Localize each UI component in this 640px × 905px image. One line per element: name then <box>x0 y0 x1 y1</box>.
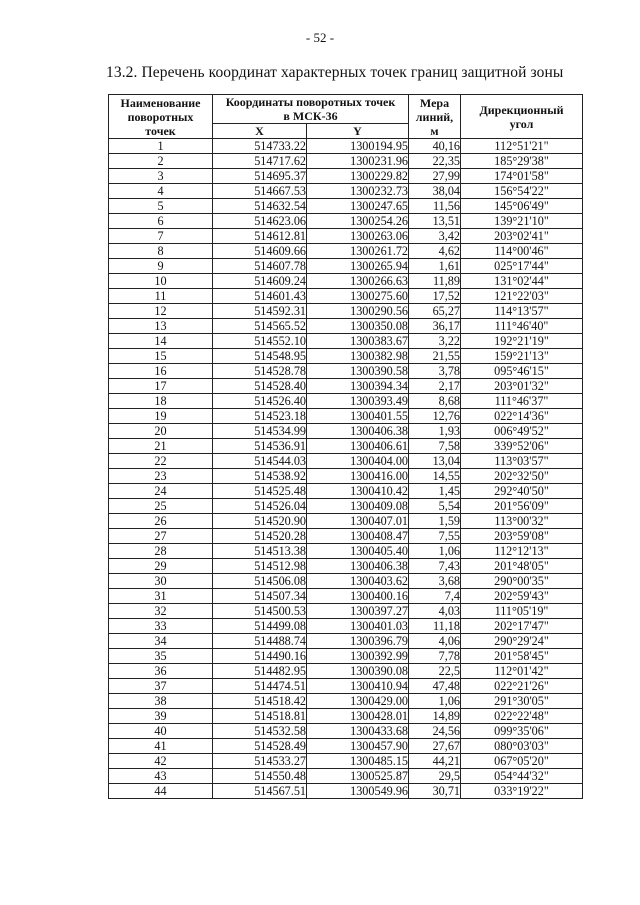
direction-angle-cell: 203°59'08" <box>461 529 583 544</box>
point-number-cell: 23 <box>109 469 213 484</box>
line-length-cell: 12,76 <box>409 409 461 424</box>
x-coordinate-cell: 514520.28 <box>213 529 307 544</box>
y-coordinate-cell: 1300383.67 <box>307 334 409 349</box>
direction-angle-cell: 111°46'40" <box>461 319 583 334</box>
table-row <box>109 484 583 499</box>
table-row <box>109 544 583 559</box>
point-number-cell: 35 <box>109 649 213 664</box>
line-length-cell: 7,78 <box>409 649 461 664</box>
x-coordinate-cell: 514548.95 <box>213 349 307 364</box>
header-x: X <box>213 124 307 139</box>
line-length-cell: 3,78 <box>409 364 461 379</box>
point-number-cell: 28 <box>109 544 213 559</box>
header-line-length-line: м <box>430 123 439 138</box>
line-length-cell: 24,56 <box>409 724 461 739</box>
point-number-cell: 22 <box>109 454 213 469</box>
table-row <box>109 214 583 229</box>
point-number-cell: 33 <box>109 619 213 634</box>
direction-angle-cell: 033°19'22" <box>461 784 583 799</box>
point-number-cell: 7 <box>109 229 213 244</box>
point-number-cell: 8 <box>109 244 213 259</box>
line-length-cell: 7,4 <box>409 589 461 604</box>
y-coordinate-cell: 1300400.16 <box>307 589 409 604</box>
y-coordinate-cell: 1300396.79 <box>307 634 409 649</box>
direction-angle-cell: 022°22'48" <box>461 709 583 724</box>
x-coordinate-cell: 514534.99 <box>213 424 307 439</box>
x-coordinate-cell: 514623.06 <box>213 214 307 229</box>
x-coordinate-cell: 514528.49 <box>213 739 307 754</box>
y-coordinate-cell: 1300525.87 <box>307 769 409 784</box>
point-number-cell: 29 <box>109 559 213 574</box>
table-row <box>109 619 583 634</box>
y-coordinate-cell: 1300393.49 <box>307 394 409 409</box>
y-coordinate-cell: 1300232.73 <box>307 184 409 199</box>
direction-angle-cell: 114°13'57" <box>461 304 583 319</box>
direction-angle-cell: 067°05'20" <box>461 754 583 769</box>
point-number-cell: 31 <box>109 589 213 604</box>
point-number-cell: 37 <box>109 679 213 694</box>
header-direction-angle <box>461 95 583 139</box>
direction-angle-cell: 290°00'35" <box>461 574 583 589</box>
table-row <box>109 559 583 574</box>
direction-angle-cell: 201°56'09" <box>461 499 583 514</box>
x-coordinate-cell: 514567.51 <box>213 784 307 799</box>
header-y: Y <box>307 124 409 139</box>
table-row <box>109 169 583 184</box>
x-coordinate-cell: 514474.51 <box>213 679 307 694</box>
y-coordinate-cell: 1300549.96 <box>307 784 409 799</box>
point-number-cell: 32 <box>109 604 213 619</box>
x-coordinate-cell: 514550.48 <box>213 769 307 784</box>
x-coordinate-cell: 514526.04 <box>213 499 307 514</box>
header-line-length-line: линий, <box>415 109 454 124</box>
header-direction-angle-line: угол <box>509 116 534 131</box>
table-row <box>109 664 583 679</box>
point-number-cell: 26 <box>109 514 213 529</box>
x-coordinate-cell: 514499.08 <box>213 619 307 634</box>
table-row <box>109 154 583 169</box>
point-number-cell: 1 <box>109 139 213 154</box>
table-row <box>109 424 583 439</box>
direction-angle-cell: 290°29'24" <box>461 634 583 649</box>
y-coordinate-cell: 1300410.94 <box>307 679 409 694</box>
y-coordinate-cell: 1300382.98 <box>307 349 409 364</box>
point-number-cell: 17 <box>109 379 213 394</box>
line-length-cell: 3,22 <box>409 334 461 349</box>
y-coordinate-cell: 1300254.26 <box>307 214 409 229</box>
y-coordinate-cell: 1300401.55 <box>307 409 409 424</box>
line-length-cell: 3,68 <box>409 574 461 589</box>
point-number-cell: 5 <box>109 199 213 214</box>
direction-angle-cell: 113°03'57" <box>461 454 583 469</box>
direction-angle-cell: 112°12'13" <box>461 544 583 559</box>
y-coordinate-cell: 1300266.63 <box>307 274 409 289</box>
x-coordinate-cell: 514667.53 <box>213 184 307 199</box>
x-coordinate-cell: 514500.53 <box>213 604 307 619</box>
table-row <box>109 709 583 724</box>
direction-angle-cell: 202°32'50" <box>461 469 583 484</box>
header-point-name <box>109 95 213 139</box>
y-coordinate-cell: 1300390.58 <box>307 364 409 379</box>
y-coordinate-cell: 1300485.15 <box>307 754 409 769</box>
point-number-cell: 6 <box>109 214 213 229</box>
table-row <box>109 514 583 529</box>
point-number-cell: 16 <box>109 364 213 379</box>
direction-angle-cell: 339°52'06" <box>461 439 583 454</box>
line-length-cell: 3,42 <box>409 229 461 244</box>
y-coordinate-cell: 1300265.94 <box>307 259 409 274</box>
y-coordinate-cell: 1300429.00 <box>307 694 409 709</box>
line-length-cell: 27,99 <box>409 169 461 184</box>
y-coordinate-cell: 1300404.00 <box>307 454 409 469</box>
point-number-cell: 41 <box>109 739 213 754</box>
line-length-cell: 21,55 <box>409 349 461 364</box>
direction-angle-cell: 201°58'45" <box>461 649 583 664</box>
x-coordinate-cell: 514609.66 <box>213 244 307 259</box>
x-coordinate-cell: 514538.92 <box>213 469 307 484</box>
x-coordinate-cell: 514733.22 <box>213 139 307 154</box>
table-row <box>109 784 583 799</box>
table-row <box>109 604 583 619</box>
direction-angle-cell: 291°30'05" <box>461 694 583 709</box>
x-coordinate-cell: 514717.62 <box>213 154 307 169</box>
x-coordinate-cell: 514601.43 <box>213 289 307 304</box>
y-coordinate-cell: 1300229.82 <box>307 169 409 184</box>
line-length-cell: 65,27 <box>409 304 461 319</box>
table-row <box>109 364 583 379</box>
x-coordinate-cell: 514506.08 <box>213 574 307 589</box>
direction-angle-cell: 292°40'50" <box>461 484 583 499</box>
x-coordinate-cell: 514528.78 <box>213 364 307 379</box>
point-number-cell: 18 <box>109 394 213 409</box>
y-coordinate-cell: 1300261.72 <box>307 244 409 259</box>
table-row <box>109 229 583 244</box>
point-number-cell: 38 <box>109 694 213 709</box>
table-row <box>109 289 583 304</box>
direction-angle-cell: 156°54'22" <box>461 184 583 199</box>
line-length-cell: 27,67 <box>409 739 461 754</box>
point-number-cell: 43 <box>109 769 213 784</box>
y-coordinate-cell: 1300194.95 <box>307 139 409 154</box>
x-coordinate-cell: 514544.03 <box>213 454 307 469</box>
y-coordinate-cell: 1300392.99 <box>307 649 409 664</box>
section-title: 13.2. Перечень координат характерных точек границ защитной зоны <box>106 64 564 81</box>
y-coordinate-cell: 1300275.60 <box>307 289 409 304</box>
y-coordinate-cell: 1300263.06 <box>307 229 409 244</box>
point-number-cell: 11 <box>109 289 213 304</box>
point-number-cell: 14 <box>109 334 213 349</box>
line-length-cell: 40,16 <box>409 139 461 154</box>
x-coordinate-cell: 514520.90 <box>213 514 307 529</box>
direction-angle-cell: 201°48'05" <box>461 559 583 574</box>
table-row <box>109 319 583 334</box>
line-length-cell: 1,06 <box>409 694 461 709</box>
table-row <box>109 634 583 649</box>
point-number-cell: 12 <box>109 304 213 319</box>
direction-angle-cell: 203°01'32" <box>461 379 583 394</box>
header-line-length <box>409 95 461 139</box>
header-point-name-line: Наименование <box>120 95 201 110</box>
y-coordinate-cell: 1300406.38 <box>307 424 409 439</box>
line-length-cell: 14,55 <box>409 469 461 484</box>
direction-angle-cell: 111°46'37" <box>461 394 583 409</box>
point-number-cell: 39 <box>109 709 213 724</box>
point-number-cell: 9 <box>109 259 213 274</box>
point-number-cell: 21 <box>109 439 213 454</box>
direction-angle-cell: 112°01'42" <box>461 664 583 679</box>
header-point-name-line: поворотных <box>127 109 194 124</box>
x-coordinate-cell: 514532.58 <box>213 724 307 739</box>
line-length-cell: 17,52 <box>409 289 461 304</box>
direction-angle-cell: 159°21'13" <box>461 349 583 364</box>
x-coordinate-cell: 514507.34 <box>213 589 307 604</box>
x-coordinate-cell: 514695.37 <box>213 169 307 184</box>
direction-angle-cell: 006°49'52" <box>461 424 583 439</box>
line-length-cell: 1,61 <box>409 259 461 274</box>
x-coordinate-cell: 514518.42 <box>213 694 307 709</box>
line-length-cell: 4,62 <box>409 244 461 259</box>
direction-angle-cell: 185°29'38" <box>461 154 583 169</box>
x-coordinate-cell: 514565.52 <box>213 319 307 334</box>
header-direction-angle-line: Дирекционный <box>479 102 564 117</box>
line-length-cell: 8,68 <box>409 394 461 409</box>
direction-angle-cell: 121°22'03" <box>461 289 583 304</box>
table-row <box>109 259 583 274</box>
x-coordinate-cell: 514518.81 <box>213 709 307 724</box>
line-length-cell: 1,06 <box>409 544 461 559</box>
line-length-cell: 36,17 <box>409 319 461 334</box>
direction-angle-cell: 114°00'46" <box>461 244 583 259</box>
table-row <box>109 469 583 484</box>
direction-angle-cell: 025°17'44" <box>461 259 583 274</box>
y-coordinate-cell: 1300397.27 <box>307 604 409 619</box>
y-coordinate-cell: 1300403.62 <box>307 574 409 589</box>
point-number-cell: 34 <box>109 634 213 649</box>
table-row <box>109 139 583 154</box>
line-length-cell: 44,21 <box>409 754 461 769</box>
y-coordinate-cell: 1300405.40 <box>307 544 409 559</box>
table-row <box>109 739 583 754</box>
line-length-cell: 4,06 <box>409 634 461 649</box>
point-number-cell: 44 <box>109 784 213 799</box>
line-length-cell: 1,59 <box>409 514 461 529</box>
line-length-cell: 5,54 <box>409 499 461 514</box>
table-row <box>109 724 583 739</box>
x-coordinate-cell: 514525.48 <box>213 484 307 499</box>
point-number-cell: 42 <box>109 754 213 769</box>
x-coordinate-cell: 514592.31 <box>213 304 307 319</box>
table-body <box>109 139 583 799</box>
header-point-name-line: точек <box>145 123 176 138</box>
y-coordinate-cell: 1300394.34 <box>307 379 409 394</box>
direction-angle-cell: 203°02'41" <box>461 229 583 244</box>
table-row <box>109 274 583 289</box>
point-number-cell: 20 <box>109 424 213 439</box>
point-number-cell: 30 <box>109 574 213 589</box>
line-length-cell: 7,58 <box>409 439 461 454</box>
line-length-cell: 11,56 <box>409 199 461 214</box>
point-number-cell: 40 <box>109 724 213 739</box>
x-coordinate-cell: 514513.38 <box>213 544 307 559</box>
table-row <box>109 754 583 769</box>
x-coordinate-cell: 514512.98 <box>213 559 307 574</box>
table-row <box>109 589 583 604</box>
point-number-cell: 13 <box>109 319 213 334</box>
point-number-cell: 2 <box>109 154 213 169</box>
point-number-cell: 3 <box>109 169 213 184</box>
direction-angle-cell: 192°21'19" <box>461 334 583 349</box>
direction-angle-cell: 095°46'15" <box>461 364 583 379</box>
direction-angle-cell: 099°35'06" <box>461 724 583 739</box>
x-coordinate-cell: 514612.81 <box>213 229 307 244</box>
line-length-cell: 22,35 <box>409 154 461 169</box>
direction-angle-cell: 113°00'32" <box>461 514 583 529</box>
y-coordinate-cell: 1300457.90 <box>307 739 409 754</box>
x-coordinate-cell: 514488.74 <box>213 634 307 649</box>
page-number: - 52 - <box>305 30 335 45</box>
direction-angle-cell: 202°17'47" <box>461 619 583 634</box>
point-number-cell: 15 <box>109 349 213 364</box>
point-number-cell: 24 <box>109 484 213 499</box>
line-length-cell: 13,04 <box>409 454 461 469</box>
line-length-cell: 29,5 <box>409 769 461 784</box>
direction-angle-cell: 145°06'49" <box>461 199 583 214</box>
y-coordinate-cell: 1300406.38 <box>307 559 409 574</box>
table-row <box>109 199 583 214</box>
y-coordinate-cell: 1300410.42 <box>307 484 409 499</box>
table-row <box>109 529 583 544</box>
point-number-cell: 10 <box>109 274 213 289</box>
line-length-cell: 22,5 <box>409 664 461 679</box>
x-coordinate-cell: 514482.95 <box>213 664 307 679</box>
table-row <box>109 304 583 319</box>
direction-angle-cell: 112°51'21" <box>461 139 583 154</box>
y-coordinate-cell: 1300433.68 <box>307 724 409 739</box>
line-length-cell: 1,93 <box>409 424 461 439</box>
x-coordinate-cell: 514607.78 <box>213 259 307 274</box>
y-coordinate-cell: 1300390.08 <box>307 664 409 679</box>
point-number-cell: 19 <box>109 409 213 424</box>
table-row <box>109 394 583 409</box>
header-line-length-line: Мера <box>419 95 450 110</box>
table-row <box>109 694 583 709</box>
line-length-cell: 47,48 <box>409 679 461 694</box>
direction-angle-cell: 022°21'26" <box>461 679 583 694</box>
y-coordinate-cell: 1300290.56 <box>307 304 409 319</box>
line-length-cell: 11,89 <box>409 274 461 289</box>
direction-angle-cell: 054°44'32" <box>461 769 583 784</box>
table-row <box>109 769 583 784</box>
point-number-cell: 4 <box>109 184 213 199</box>
y-coordinate-cell: 1300247.65 <box>307 199 409 214</box>
line-length-cell: 7,43 <box>409 559 461 574</box>
header-coordinates-group <box>213 95 409 124</box>
direction-angle-cell: 174°01'58" <box>461 169 583 184</box>
x-coordinate-cell: 514526.40 <box>213 394 307 409</box>
table-row <box>109 439 583 454</box>
table-row <box>109 379 583 394</box>
direction-angle-cell: 131°02'44" <box>461 274 583 289</box>
y-coordinate-cell: 1300231.96 <box>307 154 409 169</box>
line-length-cell: 7,55 <box>409 529 461 544</box>
y-coordinate-cell: 1300406.61 <box>307 439 409 454</box>
direction-angle-cell: 139°21'10" <box>461 214 583 229</box>
x-coordinate-cell: 514528.40 <box>213 379 307 394</box>
y-coordinate-cell: 1300401.03 <box>307 619 409 634</box>
line-length-cell: 30,71 <box>409 784 461 799</box>
x-coordinate-cell: 514552.10 <box>213 334 307 349</box>
header-coordinates-line: в МСК-36 <box>283 109 338 123</box>
line-length-cell: 1,45 <box>409 484 461 499</box>
header-coordinates-line: Координаты поворотных точек <box>225 95 396 109</box>
line-length-cell: 4,03 <box>409 604 461 619</box>
x-coordinate-cell: 514536.91 <box>213 439 307 454</box>
point-number-cell: 25 <box>109 499 213 514</box>
table-row <box>109 349 583 364</box>
y-coordinate-cell: 1300428.01 <box>307 709 409 724</box>
coordinates-table <box>108 94 583 799</box>
table-row <box>109 649 583 664</box>
x-coordinate-cell: 514609.24 <box>213 274 307 289</box>
y-coordinate-cell: 1300407.01 <box>307 514 409 529</box>
direction-angle-cell: 202°59'43" <box>461 589 583 604</box>
x-coordinate-cell: 514490.16 <box>213 649 307 664</box>
x-coordinate-cell: 514632.54 <box>213 199 307 214</box>
table-row <box>109 184 583 199</box>
table-row <box>109 334 583 349</box>
line-length-cell: 2,17 <box>409 379 461 394</box>
y-coordinate-cell: 1300350.08 <box>307 319 409 334</box>
point-number-cell: 36 <box>109 664 213 679</box>
line-length-cell: 14,89 <box>409 709 461 724</box>
direction-angle-cell: 080°03'03" <box>461 739 583 754</box>
x-coordinate-cell: 514523.18 <box>213 409 307 424</box>
table-row <box>109 679 583 694</box>
table-row <box>109 454 583 469</box>
direction-angle-cell: 022°14'36" <box>461 409 583 424</box>
point-number-cell: 27 <box>109 529 213 544</box>
line-length-cell: 38,04 <box>409 184 461 199</box>
table-row <box>109 499 583 514</box>
y-coordinate-cell: 1300416.00 <box>307 469 409 484</box>
y-coordinate-cell: 1300408.47 <box>307 529 409 544</box>
y-coordinate-cell: 1300409.08 <box>307 499 409 514</box>
table-row <box>109 574 583 589</box>
line-length-cell: 13,51 <box>409 214 461 229</box>
table-row <box>109 244 583 259</box>
x-coordinate-cell: 514533.27 <box>213 754 307 769</box>
table-row <box>109 409 583 424</box>
direction-angle-cell: 111°05'19" <box>461 604 583 619</box>
line-length-cell: 11,18 <box>409 619 461 634</box>
